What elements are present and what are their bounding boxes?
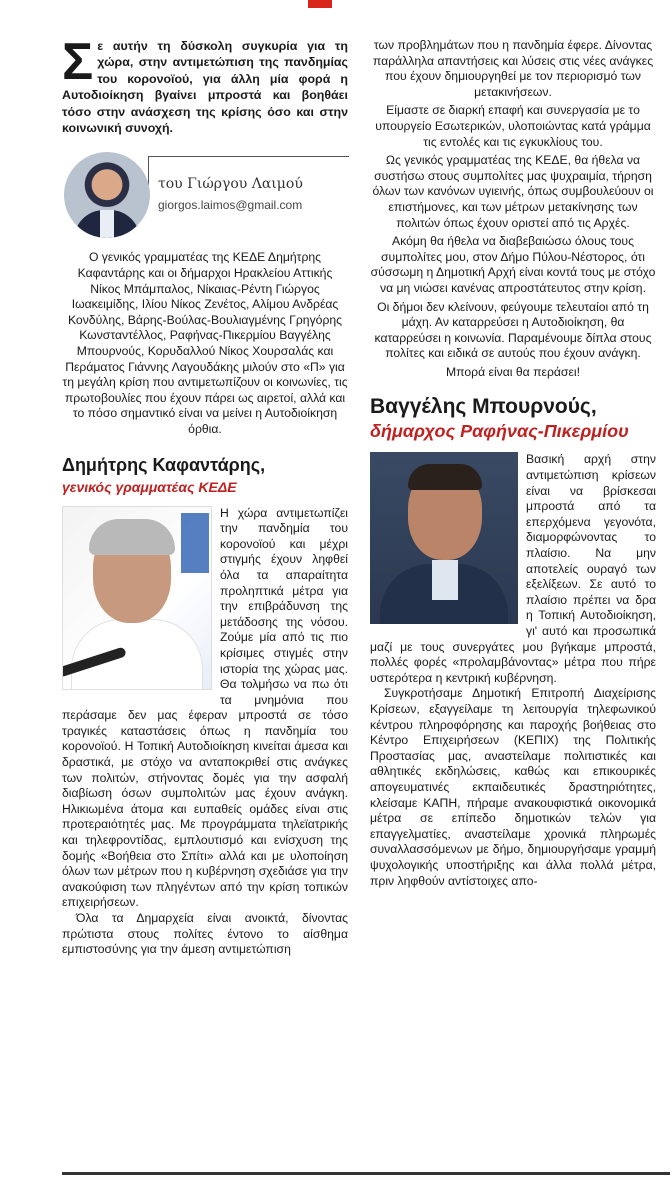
bournous-text-2: Συγκροτήσαμε Δημοτική Επιτροπή Διαχείρισης Κρίσεων, εξαγγείλαμε τη λειτουργία τηλεφωνικού κέντρου πληροφόρησης και παροχής βοήθειας στο Κέντρο Επιχειρήσεων (ΚΕΠΙΧ) της Πολιτικής Προστασίας μας, αναστείλαμε πολιτιστικές και αθλητικές εκδηλώσεις, καθώς και επικουρικές απογευματινές εκπαιδευτικές δραστηριότητες, κλείσαμε ΚΑΠΗ, πήραμε ανακουφιστικά οικονομικά μέτρα σε επίπεδο δημοτικών τελών για επαγγελματίες, αναστείλαμε χρονικά πληρωμές συναλλασσόμενων με δήμο, δημιουργήσαμε γραμμή ψυχολογικής υποστήριξης και άλλα πολλά μέτρα, πριν ληφθούν αντίστοιχες απο- [370, 686, 656, 888]
section-marker [308, 0, 332, 8]
bournous-section [370, 452, 656, 889]
right-paragraph-1: των προβλημάτων που η πανδημία έφερε. Δίνοντας παράλληλα απαντήσεις και λύσεις στις νέες ανάγκες που έχουν δημιουργηθεί με τον περιορισμό των μετακινήσεων. [372, 38, 654, 99]
right-paragraph-2: Είμαστε σε διαρκή επαφή και συνεργασία με το υπουργείο Εσωτερικών, υλοποιώντας κατά γράμμα τις εντολές και τις εγκυκλίους του. [375, 103, 651, 149]
right-paragraph-4: Ακόμη θα ήθελα να διαβεβαιώσω όλους τους συμπολίτες μου, στον Δήμο Πύλου-Νέστορος, ότι σύσσωμη η Δημοτική Αρχή είναι κοντά τους με στόχο να μη νιώσει κανένας απροστάτευτος στην κρίση. [370, 234, 656, 295]
lead-paragraph [62, 33, 348, 136]
kafantaris-text-2: Όλα τα Δημαρχεία είναι ανοικτά, δίνοντας πρώτιστα στους πολίτες έντονο το αίσθημα εμπιστοσύνης για την άμεση αντιμετώπιση [62, 911, 348, 957]
intro-paragraph: Ο γενικός γραμματέας της ΚΕΔΕ Δημήτρης Καφαντάρης και οι δήμαρχοι Ηρακλείου Αττικής Νίκος Μπάμπαλος, Νίκαιας-Ρέντη Γιώργος Ιωακειμίδης, Ιλίου Νίκος Ζενέτος, Αλίμου Ανδρέας Κονδύλης, Βάρης-Βούλας-Βουλιαγμένης Γρηγόρης Κωνσταντέλλος, Ραφήνας-Πικερμίου Βαγγέλης Μπουρνούς, Κορυδαλλού Νίκος Χουρσαλάς και Περάματος Γιάννης Λαγουδάκης μιλούν στο «Π» για τη μεγάλη κρίση που αντιμετωπίζουν οι κοινωνίες, τις πρωτοβουλίες που έχουν πάρει ως αιρετοί, αλλά και το πόσο σημαντικό είναι να μείνει η Αυτοδιοίκηση όρθια. [62, 250, 348, 436]
kafantaris-text: Η χώρα αντιμετωπίζει την πανδημία του κορονοϊού και μέχρι στιγμής έχουν ληφθεί όλα τα απαραίτητα προληπτικά μέτρα για την επιβράδυνση της μετάδοσης της νόσου. Ζούμε μία από τις πιο κρίσιμες στιγμές στην ιστορία της χώρας μας. Θα τολμήσω να πω ότι τα μνημόνια που περάσαμε δεν μας έφεραν μπροστά σε τόσο τραγικές καταστάσεις όπως η πανδημία του κορονοϊού. Η Τοπική Αυτοδιοίκηση κινείται άμεσα και δραστικά, με στόχο να ανταποκριθεί στις ανάγκες των πολιτών, στήνοντας δομές για την ασφαλή διαβίωση όσων συμπολιτών μας έχουν ανάγκη. Ηλικιωμένα άτομα και ευπαθείς ομάδες είναι στις προτεραιότητές μας. Με προγράμματα τηλεϊατρικής και τηλεφροντίδας, εμπλουτισμό και ενίσχυση της δομής «Βοήθεια στο Σπίτι» αλλά και με υλοποίηση όλων των μέτρων που η κυβέρνηση σχεδιάσε για την ανακούφιση των πληγέντων από την κρίση τοπικών επιχειρήσεων. [62, 505, 348, 910]
bottom-rule [62, 1172, 670, 1175]
bournous-photo [370, 452, 518, 624]
author-email[interactable]: giorgos.laimos@gmail.com [158, 198, 303, 213]
lead-text: ε αυτήν τη δύσκολη συγκυρία για τη χώρα, στην αντιμετώπιση της πανδημίας του κορονοϊού, για άλλη μία φορά η Αυτοδιοίκηση βγαίνει μπροστά και βοηθάει τόσο στην ανάσχεση της κρίσης όσο και στην κοινωνική συνοχή. [62, 39, 348, 136]
kafantaris-role: γενικός γραμματέας ΚΕΔΕ [62, 478, 237, 495]
kafantaris-section [62, 506, 348, 958]
byline [62, 150, 348, 250]
bournous-name: Βαγγέλης Μπουρνούς, [370, 395, 597, 419]
right-paragraph-3: Ως γενικός γραμματέας της ΚΕΔΕ, θα ήθελα να συστήσω στους συμπολίτες μας ψυχραιμία, τήρηση όλων των κανόνων υγιεινής, όπως συμβουλεύουν οι επιστήμονες, και των μέτρων μετακίνησης των πολιτών όπως έχουν οριστεί από τις Αρχές. [372, 153, 654, 230]
right-paragraph-6: Μπορά είναι θα περάσει! [446, 364, 580, 379]
drop-cap: Σ [62, 33, 94, 91]
author-name: του Γιώργου Λαιμού [158, 176, 303, 193]
kafantaris-name: Δημήτρης Καφαντάρης, [62, 454, 266, 475]
bournous-text: Βασική αρχή στην αντιμετώπιση κρίσεων είναι να βρίσκεσαι μπροστά από τα επερχόμενα γεγονότα, διαμορφώνοντας το πλαίσιο. Να μην αποτελείς ουραγό των εξελίξεων. Σε αυτό το πλαίσιο πρέπει να δρα η Τοπική Αυτοδιοίκηση, γι' αυτό και προσωπικά μαζί με τους συνεργάτες μου βγήκαμε μπροστά, πολλές φορές «προλαμβάνοντας» μέτρα που πήρε υστερότερα η κεντρική κυβέρνηση. [370, 452, 656, 685]
author-photo [64, 152, 150, 238]
kafantaris-photo [62, 506, 212, 690]
bournous-role: δήμαρχος Ραφήνας-Πικερμίου [370, 421, 629, 442]
left-column [62, 33, 348, 958]
right-column [370, 38, 656, 889]
right-paragraph-5: Οι δήμοι δεν κλείνουν, φεύγουμε τελευταίοι από τη μάχη. Αν καταρρεύσει η Αυτοδιοίκηση, θα καταρρεύσει η κοινωνία. Παραμένουμε δίπλα στους πολίτες και ειδικά σε αυτούς που έχουν ανάγκη. [374, 299, 652, 361]
